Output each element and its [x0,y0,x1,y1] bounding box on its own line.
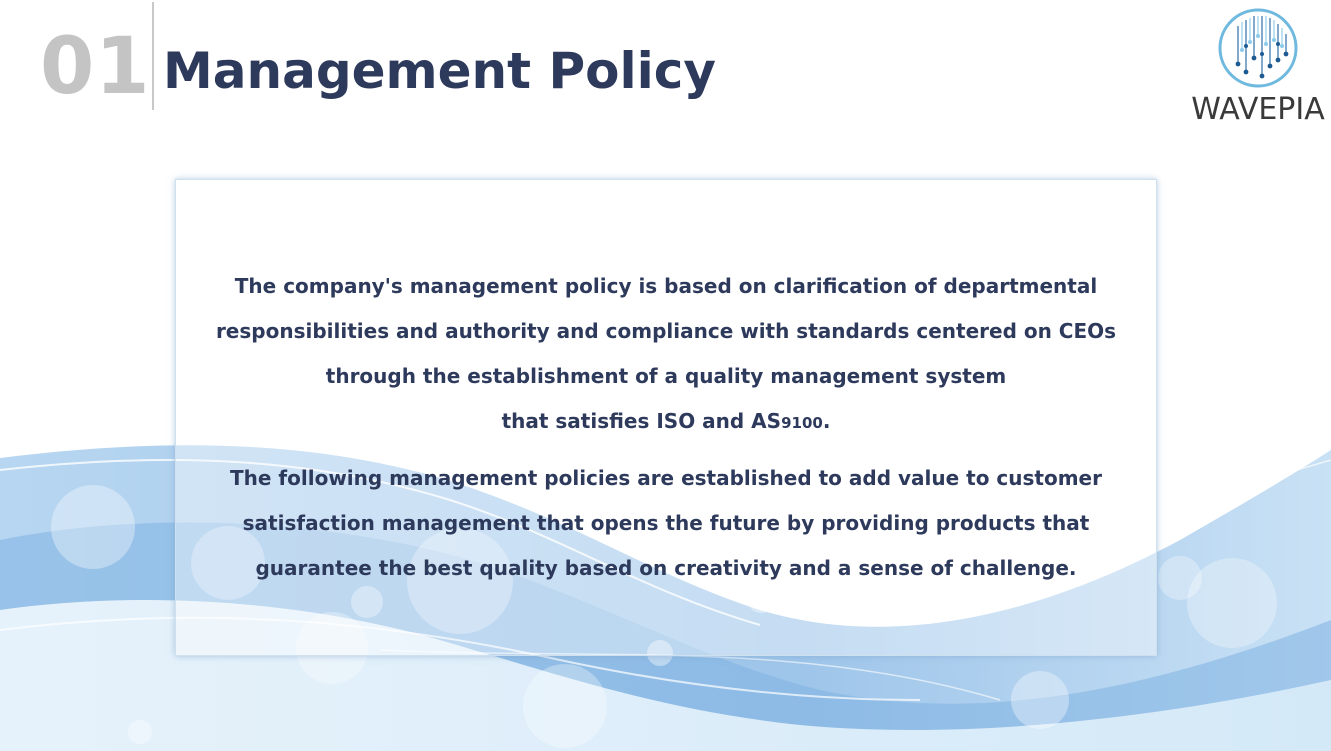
wavepia-logo [1190,6,1326,126]
line-4-main: that satisfies ISO and AS [501,409,782,433]
policy-text [176,264,1156,591]
section-number: 01 [40,22,151,112]
policy-paragraph-2-line-1: The following management policies are established to add value to customer [230,466,1102,490]
logo-text: WAVEPIA [1191,92,1325,127]
page-title: Management Policy [163,42,716,100]
policy-paragraph-1-line-3: through the establishment of a quality management system [325,364,1007,388]
line-4-standard-number: 9100 [781,414,823,432]
line-4-end: . [822,409,831,433]
policy-content-box [175,179,1157,656]
policy-paragraph-1-line-2: responsibilities and authority and compliance with standards centered on CEOs [215,319,1117,343]
policy-paragraph-1-line-4 [176,399,1156,446]
circuit-circle-icon [1216,6,1300,90]
header-divider [152,2,154,110]
policy-paragraph-1-line-1: The company's management policy is based on clarification of departmental [234,274,1098,298]
policy-paragraph-2-line-3: guarantee the best quality based on creativity and a sense of challenge. [255,556,1077,580]
policy-paragraph-2-line-2: satisfaction management that opens the future by providing products that [242,511,1090,535]
